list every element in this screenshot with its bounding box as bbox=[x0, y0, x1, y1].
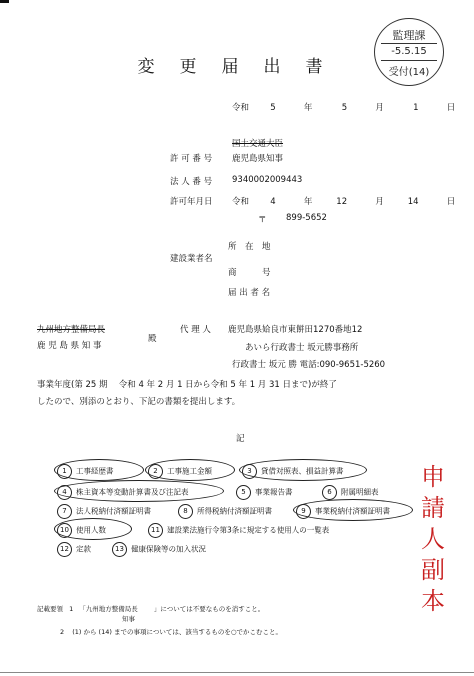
item-label: 健康保険等の加入状況 bbox=[131, 544, 206, 554]
contractor-label: 建設業者名 bbox=[170, 254, 213, 264]
note-2-text: (1) から (14) までの事項については、該当するものを○でかこむこと。 bbox=[72, 628, 283, 636]
issuer-struck: 国土交通大臣 bbox=[232, 139, 284, 149]
notes-line-1 bbox=[37, 604, 264, 613]
item-label: 法人税納付済額証明書 bbox=[76, 506, 151, 516]
submission-date bbox=[232, 101, 455, 113]
item-number: 3 bbox=[242, 464, 257, 479]
item-label: 工事経歴書 bbox=[76, 466, 114, 476]
agent-office: あいら行政書士 坂元勝事務所 bbox=[245, 343, 359, 353]
item-label: 事業税納付済額証明書 bbox=[315, 506, 390, 516]
item-number: 8 bbox=[178, 504, 193, 519]
permit-date-month: 12 bbox=[336, 197, 348, 207]
title-char: 出 bbox=[263, 57, 281, 77]
item-label: 使用人数 bbox=[76, 525, 106, 535]
stamp-divider bbox=[381, 60, 437, 61]
permit-date-year: 4 bbox=[270, 197, 276, 207]
agent-person: 行政書士 坂元 勝 電話:090-9651-5260 bbox=[232, 360, 386, 370]
selection-circle bbox=[54, 518, 132, 540]
trade-name-label: 商 号 bbox=[228, 268, 271, 278]
corp-number-label: 法 人 番 号 bbox=[170, 177, 213, 187]
location-label: 所 在 地 bbox=[228, 242, 271, 252]
item-number: 10 bbox=[57, 523, 72, 538]
item-number: 4 bbox=[57, 485, 72, 500]
note-1-text-c: 」については不要なものを消すこと。 bbox=[153, 605, 265, 613]
applicant-copy-stamp: 申 請 人 副 本 bbox=[421, 463, 445, 615]
agent-address: 鹿児島県姶良市東餅田1270番地12 bbox=[228, 325, 363, 335]
title-char: 変 bbox=[137, 57, 155, 77]
selection-circle bbox=[54, 480, 224, 502]
item-label: 建設業法施行令第3条に規定する使用人の一覧表 bbox=[167, 525, 330, 535]
stamp-divider bbox=[381, 43, 437, 44]
addressee-struck: 九州地方整備局長 bbox=[37, 325, 106, 335]
item-number: 7 bbox=[57, 504, 72, 519]
item-number: 1 bbox=[57, 464, 72, 479]
list-item bbox=[236, 485, 293, 500]
item-label: 定款 bbox=[76, 544, 91, 554]
date-year: 5 bbox=[270, 103, 276, 113]
date-month: 5 bbox=[341, 103, 348, 113]
permit-date-day-unit: 日 bbox=[446, 197, 456, 207]
item-number: 13 bbox=[112, 542, 127, 557]
document-title bbox=[125, 52, 335, 77]
list-item bbox=[148, 523, 329, 538]
item-number: 2 bbox=[148, 464, 163, 479]
note-1-text-b: 知事 bbox=[122, 615, 135, 623]
stamp-office: 監理課 bbox=[392, 29, 426, 42]
postal-mark: 〒 bbox=[258, 215, 267, 225]
list-item bbox=[57, 504, 151, 519]
date-era: 令和 bbox=[232, 103, 250, 113]
addressee-governor: 鹿 児 島 県 知 事 bbox=[37, 341, 102, 351]
permit-date-day: 14 bbox=[407, 197, 419, 207]
item-label: 株主資本等変動計算書及び注記表 bbox=[76, 487, 189, 497]
list-item bbox=[57, 542, 91, 557]
item-number: 9 bbox=[296, 504, 311, 519]
title-char: 更 bbox=[179, 57, 197, 77]
item-number: 11 bbox=[148, 523, 163, 538]
permit-issuer: 鹿児島県知事 bbox=[232, 154, 284, 164]
item-number: 12 bbox=[57, 542, 72, 557]
date-day: 1 bbox=[413, 103, 419, 113]
permit-date-era: 令和 bbox=[232, 197, 250, 207]
notes-line-2 bbox=[60, 627, 282, 636]
permit-date-month-unit: 月 bbox=[375, 197, 384, 207]
item-label: 貸借対照表、損益計算書 bbox=[261, 466, 344, 476]
list-item bbox=[178, 504, 272, 519]
selection-circle bbox=[145, 459, 235, 481]
list-item bbox=[322, 485, 379, 500]
receipt-stamp bbox=[374, 18, 444, 86]
note-2-number: 2 bbox=[60, 628, 65, 636]
item-number: 6 bbox=[322, 485, 337, 500]
permit-date bbox=[232, 195, 455, 207]
permit-number-label: 許 可 番 号 bbox=[170, 154, 213, 164]
honorific: 殿 bbox=[148, 334, 157, 344]
item-label: 所得税納付済額証明書 bbox=[197, 506, 272, 516]
list-item bbox=[112, 542, 206, 557]
ki-heading: 記 bbox=[236, 434, 245, 444]
stamp-receipt: 受付(14) bbox=[388, 67, 430, 78]
date-day-unit: 日 bbox=[446, 103, 456, 113]
note-1-text-a: 「九州地方整備局長 bbox=[79, 605, 138, 613]
selection-circle bbox=[54, 459, 144, 481]
stamp-date: -5.5.15 bbox=[391, 46, 427, 57]
permit-date-year-unit: 年 bbox=[303, 197, 313, 207]
corp-number: 9340002009443 bbox=[232, 175, 303, 185]
applicant-label: 届 出 者 名 bbox=[228, 288, 271, 298]
date-month-unit: 月 bbox=[375, 103, 384, 113]
agent-label: 代 理 人 bbox=[180, 325, 211, 335]
body-line-1: 事業年度(第 25 期 令和 4 年 2 月 1 日から令和 5 年 1 月 31 日まで)が終了 bbox=[37, 380, 337, 390]
item-label: 附属明細表 bbox=[341, 487, 379, 497]
date-year-unit: 年 bbox=[303, 103, 313, 113]
bottom-rule bbox=[0, 672, 474, 673]
postal-code: 899-5652 bbox=[286, 213, 327, 223]
permit-date-label: 許可年月日 bbox=[170, 197, 213, 207]
title-char: 書 bbox=[305, 57, 323, 77]
item-label: 工事施工金額 bbox=[167, 466, 212, 476]
item-label: 事業報告書 bbox=[255, 487, 293, 497]
corner-mark bbox=[0, 0, 9, 3]
note-1-number: 1 bbox=[69, 605, 74, 613]
item-number: 5 bbox=[236, 485, 251, 500]
selection-circle bbox=[293, 499, 413, 521]
body-line-2: したので、別添のとおり、下記の書類を提出します。 bbox=[37, 397, 241, 407]
selection-circle bbox=[239, 459, 367, 481]
title-char: 届 bbox=[221, 57, 239, 77]
notes-heading: 記載要領 bbox=[37, 605, 63, 613]
